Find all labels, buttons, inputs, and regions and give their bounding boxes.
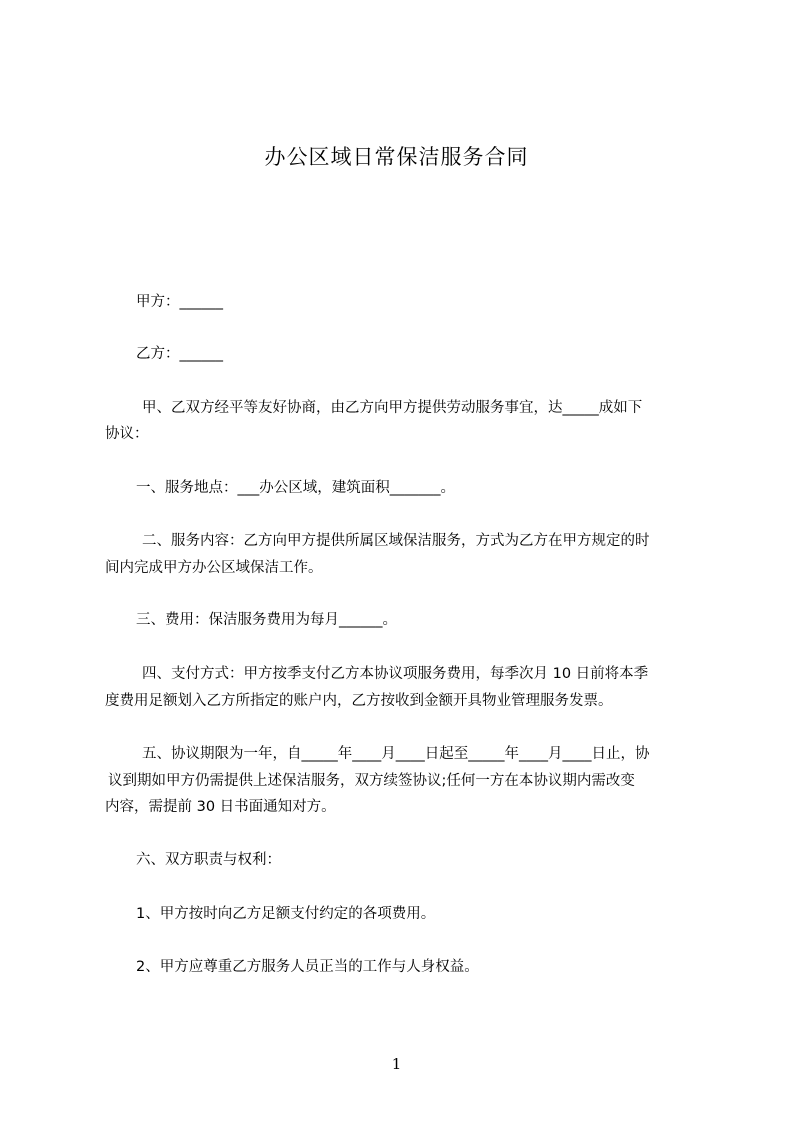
party-a-line: 甲方：______ — [136, 294, 223, 310]
clause-6-heading: 六、双方职责与权利： — [136, 852, 281, 868]
intro-paragraph-line-2: 协议： — [105, 426, 149, 442]
page-number: 1 — [391, 1055, 402, 1073]
clause-5-line-3: 内容，需提前 30 日书面通知对方。 — [105, 799, 336, 815]
document-title: 办公区域日常保洁服务合同 — [264, 145, 529, 169]
clause-4-line-1: 四、支付方式：甲方按季支付乙方本协议项服务费用，每季次月 10 日前将本季 — [142, 666, 649, 682]
clause-6-item-1: 1、甲方按时向乙方足额支付约定的各项费用。 — [136, 906, 436, 922]
clause-2-line-2: 间内完成甲方办公区域保洁工作。 — [105, 560, 323, 576]
clause-6-item-2: 2、甲方应尊重乙方服务人员正当的工作与人身权益。 — [136, 959, 479, 975]
intro-paragraph-line-1: 甲、乙双方经平等友好协商，由乙方向甲方提供劳动服务事宜，达_____成如下 — [142, 400, 643, 416]
party-b-line: 乙方：______ — [136, 346, 223, 362]
clause-5-line-1: 五、协议期限为一年，自_____年____月____日起至_____年____月____日止，协 — [142, 746, 650, 762]
clause-3-fee: 三、费用：保洁服务费用为每月______。 — [136, 612, 397, 628]
clause-5-line-2: 议到期如甲方仍需提供上述保洁服务，双方续签协议;任何一方在本协议期内需改变 — [108, 773, 635, 789]
clause-4-line-2: 度费用足额划入乙方所指定的账户内，乙方按收到金额开具物业管理服务发票。 — [105, 693, 613, 709]
clause-1-service-location: 一、服务地点：___办公区域，建筑面积_______。 — [136, 480, 455, 496]
clause-2-line-1: 二、服务内容：乙方向甲方提供所属区域保洁服务，方式为乙方在甲方规定的时 — [142, 533, 650, 549]
